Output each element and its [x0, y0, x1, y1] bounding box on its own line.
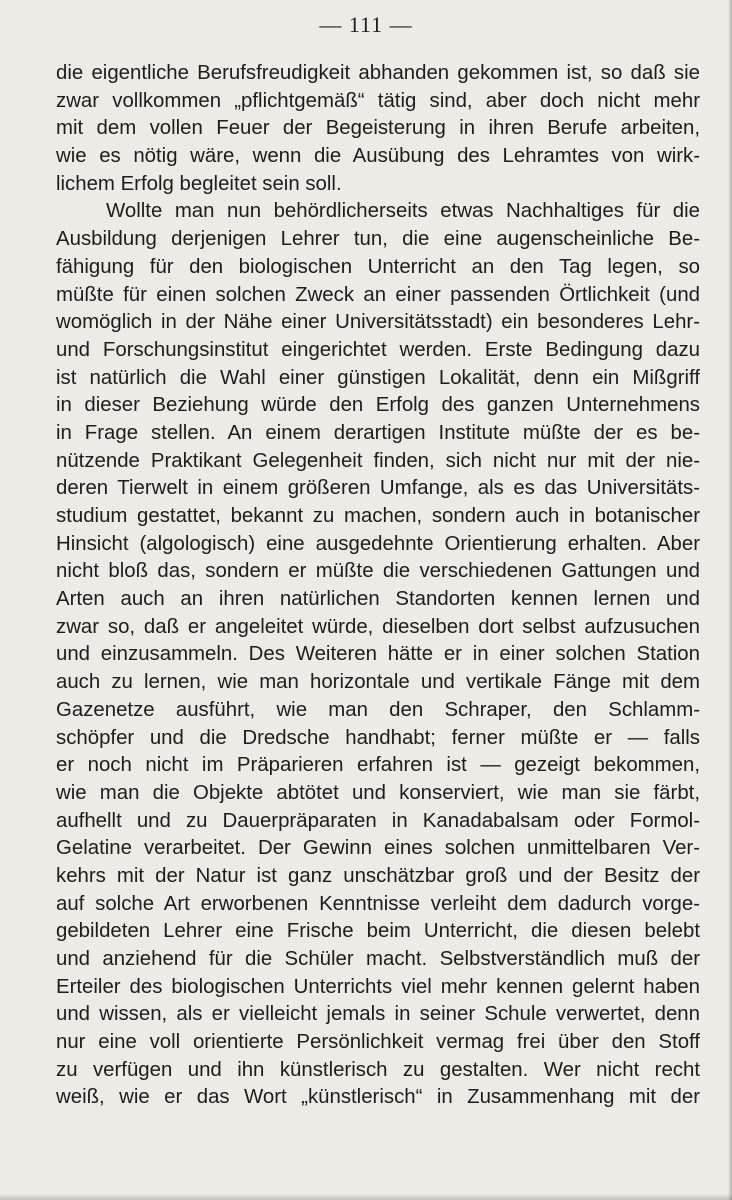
text-line: zu verfügen und ihn künstlerisch zu gestalten. Wer nicht recht	[56, 1058, 700, 1081]
text-line: aufhellt und zu Dauerpräparaten in Kanadabalsam oder Formol-	[56, 809, 700, 832]
text-line: müßte für einen solchen Zweck an einer passenden Örtlichkeit (und	[56, 283, 700, 306]
text-line: schöpfer und die Dredsche handhabt; ferner müßte er — falls	[56, 726, 700, 749]
text-line: nützende Praktikant Gelegenheit finden, sich nicht nur mit der nie-	[56, 449, 700, 472]
text-line: er noch nicht im Präparieren erfahren ist — gezeigt bekommen,	[56, 754, 700, 777]
text-line: lichem Erfolg begleitet sein soll.	[56, 172, 342, 195]
text-line: in dieser Beziehung würde den Erfolg des ganzen Unternehmens	[56, 394, 700, 417]
paragraph-1	[56, 60, 700, 198]
text-line: wie es nötig wäre, wenn die Ausübung des Lehramtes von wirk-	[56, 145, 700, 168]
text-line: zwar so, daß er angeleitet würde, dieselben dort selbst aufzusuchen	[56, 615, 700, 638]
text-line: studium gestattet, bekannt zu machen, sondern auch in botanischer	[56, 505, 700, 527]
text-line: nur eine voll orientierte Persönlichkeit vermag frei über den Stoff	[56, 1031, 700, 1054]
text-line: zwar vollkommen „pflichtgemäß“ tätig sind, aber doch nicht mehr	[56, 89, 700, 112]
text-line: und wissen, als er vielleicht jemals in seiner Schule verwertet, denn	[56, 1003, 700, 1026]
text-line: kehrs mit der Natur ist ganz unschätzbar groß und der Besitz der	[56, 864, 700, 887]
text-line: Hinsicht (algologisch) eine ausgedehnte Orientierung erhalten. Aber	[56, 532, 700, 555]
text-line: in Frage stellen. An einem derartigen Institute müßte der es be-	[56, 421, 700, 444]
text-line: auf solche Art erworbenen Kenntnisse verleiht dem dadurch vorge-	[56, 892, 700, 915]
paragraph-2	[56, 198, 700, 1112]
text-line: wie man die Objekte abtötet und konserviert, wie man sie färbt,	[56, 781, 700, 804]
text-line: und anziehend für die Schüler macht. Selbstverständlich muß der	[56, 948, 700, 970]
text-line: nicht bloß das, sondern er müßte die verschiedenen Gattungen und	[56, 560, 700, 583]
text-line: und Forschungsinstitut eingerichtet werden. Erste Bedingung dazu	[56, 338, 700, 361]
text-line: die eigentliche Berufsfreudigkeit abhanden gekommen ist, so daß sie	[56, 62, 700, 84]
text-line: weiß, wie er das Wort „künstlerisch“ in Zusammenhang mit der	[56, 1086, 700, 1109]
text-line: auch zu lernen, wie man horizontale und vertikale Fänge mit dem	[56, 671, 700, 694]
text-line: Gazenetze ausführt, wie man den Schraper, den Schlamm-	[56, 698, 700, 721]
text-line: Erteiler des biologischen Unterrichts viel mehr kennen gelernt haben	[56, 975, 700, 998]
page-number: — 111 —	[319, 12, 413, 37]
text-line: und einzusammeln. Des Weiteren hätte er in einer solchen Station	[56, 643, 700, 666]
text-line: womöglich in der Nähe einer Universitätsstadt) ein besonderes Lehr-	[56, 311, 700, 334]
page-edge-shadow	[728, 0, 732, 1200]
text-line: Arten auch an ihren natürlichen Standorten kennen lernen und	[56, 588, 700, 611]
text-line: Wollte man nun behördlicherseits etwas Nachhaltiges für die	[106, 200, 700, 223]
text-line: mit dem vollen Feuer der Begeisterung in ihren Berufe arbeiten,	[56, 117, 700, 140]
page-bottom-shadow	[0, 1194, 732, 1200]
text-line: gebildeten Lehrer eine Frische beim Unterricht, die diesen belebt	[56, 920, 700, 943]
text-line: deren Tierwelt in einem größeren Umfange, als es das Universitäts-	[56, 477, 700, 500]
text-line: Gelatine verarbeitet. Der Gewinn eines solchen unmittelbaren Ver-	[56, 837, 700, 860]
text-line: Ausbildung derjenigen Lehrer tun, die eine augenscheinliche Be-	[56, 228, 700, 251]
body-text	[56, 60, 700, 1112]
text-line: fähigung für den biologischen Unterricht an den Tag legen, so	[56, 255, 700, 278]
text-line: ist natürlich die Wahl einer günstigen Lokalität, denn ein Mißgriff	[56, 366, 700, 389]
